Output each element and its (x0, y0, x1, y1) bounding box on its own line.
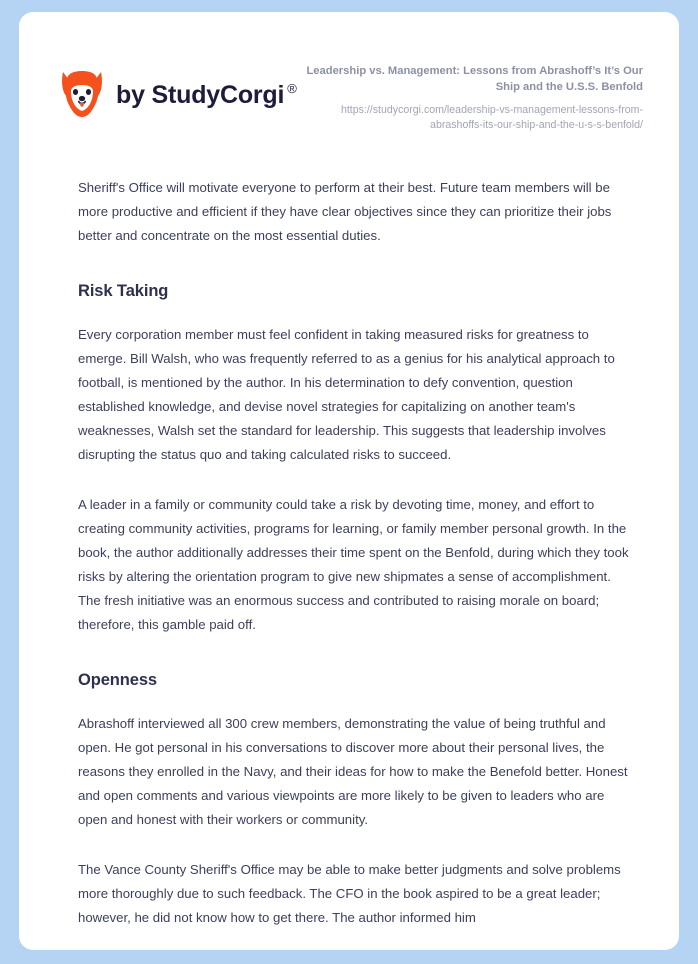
intro-paragraph: Sheriff's Office will motivate everyone to perform at their best. Future team members will be more productive and efficient if they have clear objectives since they can prioritize their jobs better and concentrate on the most essential duties. (78, 179, 612, 243)
document-header (19, 12, 679, 134)
document-page (19, 12, 679, 950)
brand-logo (59, 60, 297, 120)
paragraph: Abrashoff interviewed all 300 crew members, demonstrating the value of being truthful and open. He got personal in his conversations to discover more about their personal lives, the reasons they enrolled in the Navy, and their ideas for how to make the Benefold better. Honest and open comments and various viewpoints are more likely to be given to leaders who are open and honest with their workers or community. (78, 715, 628, 827)
paragraph: A leader in a family or community could take a risk by devoting time, money, and effort to creating community activities, programs for learning, or family member personal growth. In the book, the author additionally addresses their time spent on the Benfold, during which they took risks by altering the orientation program to give new shipmates a sense of accomplishment. The fresh initiative was an enormous success and contributed to raising morale on board; therefore, this gamble paid off. (78, 496, 629, 632)
paragraph: The Vance County Sheriff's Office may be able to make better judgments and solve problems more thoroughly due to such feedback. The CFO in the book aspired to be a great leader; however, he did not know how to get there. The author informed him (78, 861, 621, 925)
document-body (19, 176, 679, 930)
document-meta (303, 60, 643, 134)
brand-wordmark (116, 81, 297, 110)
page-title: Leadership vs. Management: Lessons from Abrashoff’s It’s Our Ship and the U.S.S. Benfold (306, 65, 643, 93)
section-heading-risk-taking: Risk Taking (78, 281, 169, 300)
section-heading-openness: Openness (78, 670, 157, 689)
source-url: https://studycorgi.com/leadership-vs-management-lessons-from-abrashoffs-its-our-ship-and-the-u-s-s-benfold/ (340, 103, 643, 132)
brand-name: by StudyCorgi (116, 80, 285, 109)
paragraph: Every corporation member must feel confident in taking measured risks for greatness to emerge. Bill Walsh, who was frequently referred to as a genius for his analytical approach to football, is mentioned by the author. In his determination to defy convention, question established knowledge, and devise novel strategies for capitalizing on another team's weaknesses, Walsh set the standard for leadership. This suggests that leadership involves disrupting the status quo and taking calculated risks to succeed. (78, 326, 615, 462)
corgi-logo-icon (59, 70, 105, 120)
registered-trademark-icon: ® (287, 80, 297, 96)
